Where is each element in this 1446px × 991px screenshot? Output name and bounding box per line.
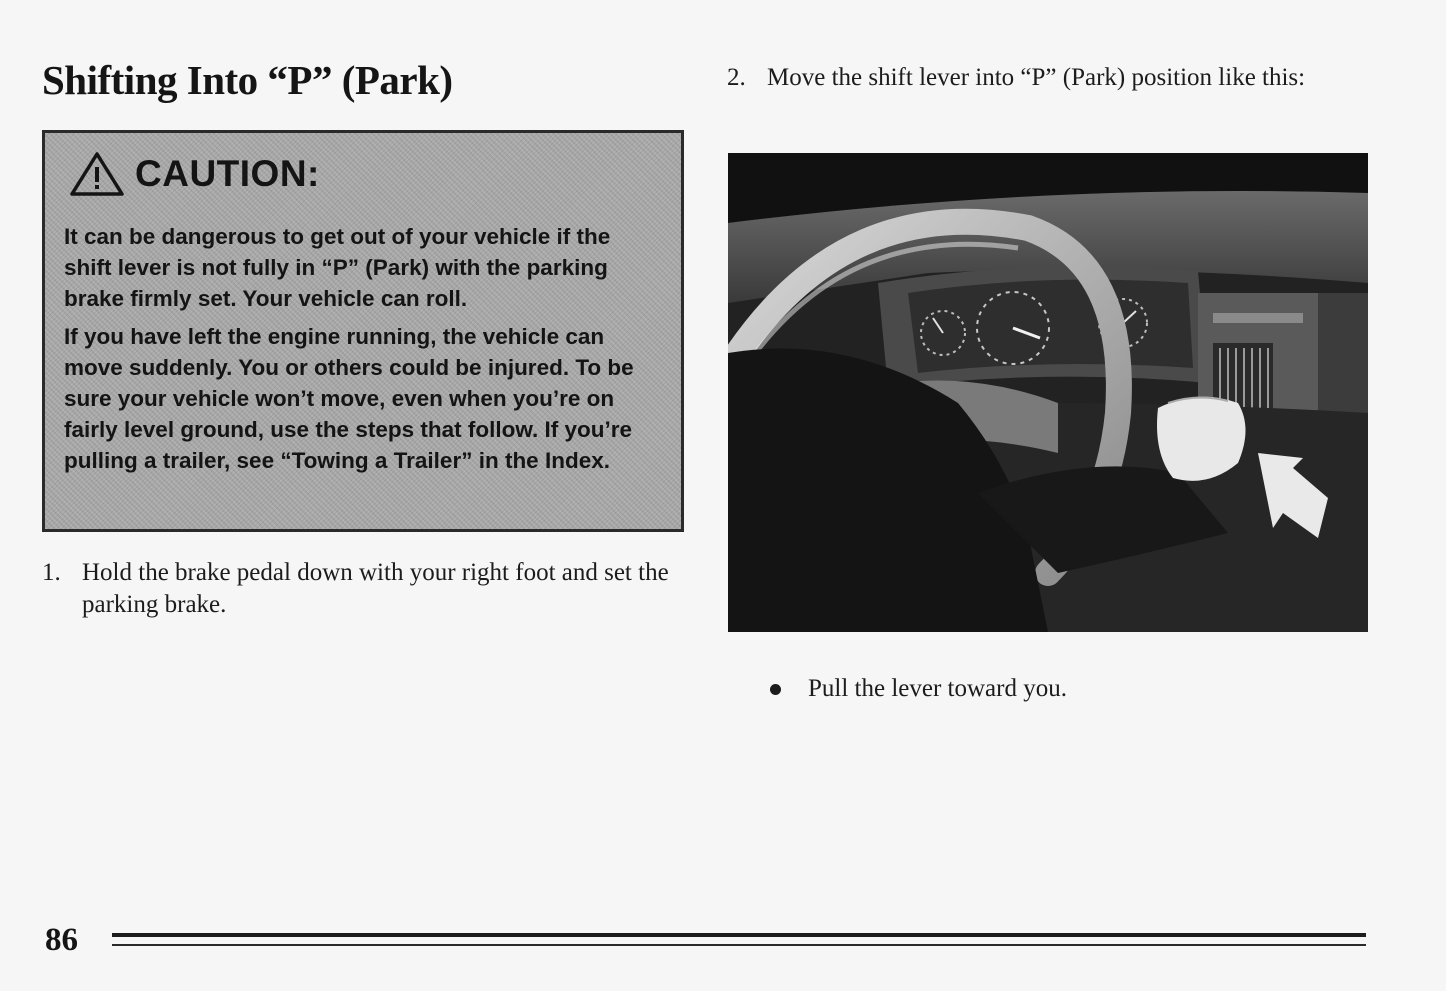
- caution-text: [64, 221, 664, 483]
- footer-rule: [112, 930, 1366, 952]
- caution-box: [42, 130, 684, 532]
- step-1: [42, 557, 672, 621]
- page-title: Shifting Into “P” (Park): [42, 57, 453, 103]
- bullet-dot-icon: [770, 684, 781, 695]
- footer-rule-thick: [112, 933, 1366, 937]
- step-text: Move the shift lever into “P” (Park) position like this:: [767, 64, 1306, 91]
- step-number: 2.: [727, 64, 746, 91]
- step-number: 1.: [42, 559, 61, 586]
- bullet-text: Pull the lever toward you.: [808, 675, 1067, 702]
- bullet-item: [770, 673, 1067, 705]
- caution-label: CAUTION:: [135, 153, 320, 194]
- caution-paragraph: It can be dangerous to get out of your vehicle if the shift lever is not fully in “P” (Park) with the parking brake firmly set. Your vehicle can roll.: [64, 224, 611, 311]
- step-text: Hold the brake pedal down with your right foot and set the parking brake.: [82, 559, 669, 618]
- caution-heading: [69, 151, 320, 197]
- shift-lever-photo: [728, 153, 1368, 632]
- step-2: [727, 61, 1347, 94]
- caution-paragraph: If you have left the engine running, the vehicle can move suddenly. You or others could be injured. To be sure your vehicle won’t move, even when you’re on fairly level ground, use the steps that follow. If you’re pulling a trailer, see “Towing a Trailer” in the Index.: [64, 324, 634, 473]
- footer-rule-thin: [112, 944, 1366, 946]
- page-number: 86: [45, 922, 78, 958]
- warning-triangle-icon: [69, 151, 125, 197]
